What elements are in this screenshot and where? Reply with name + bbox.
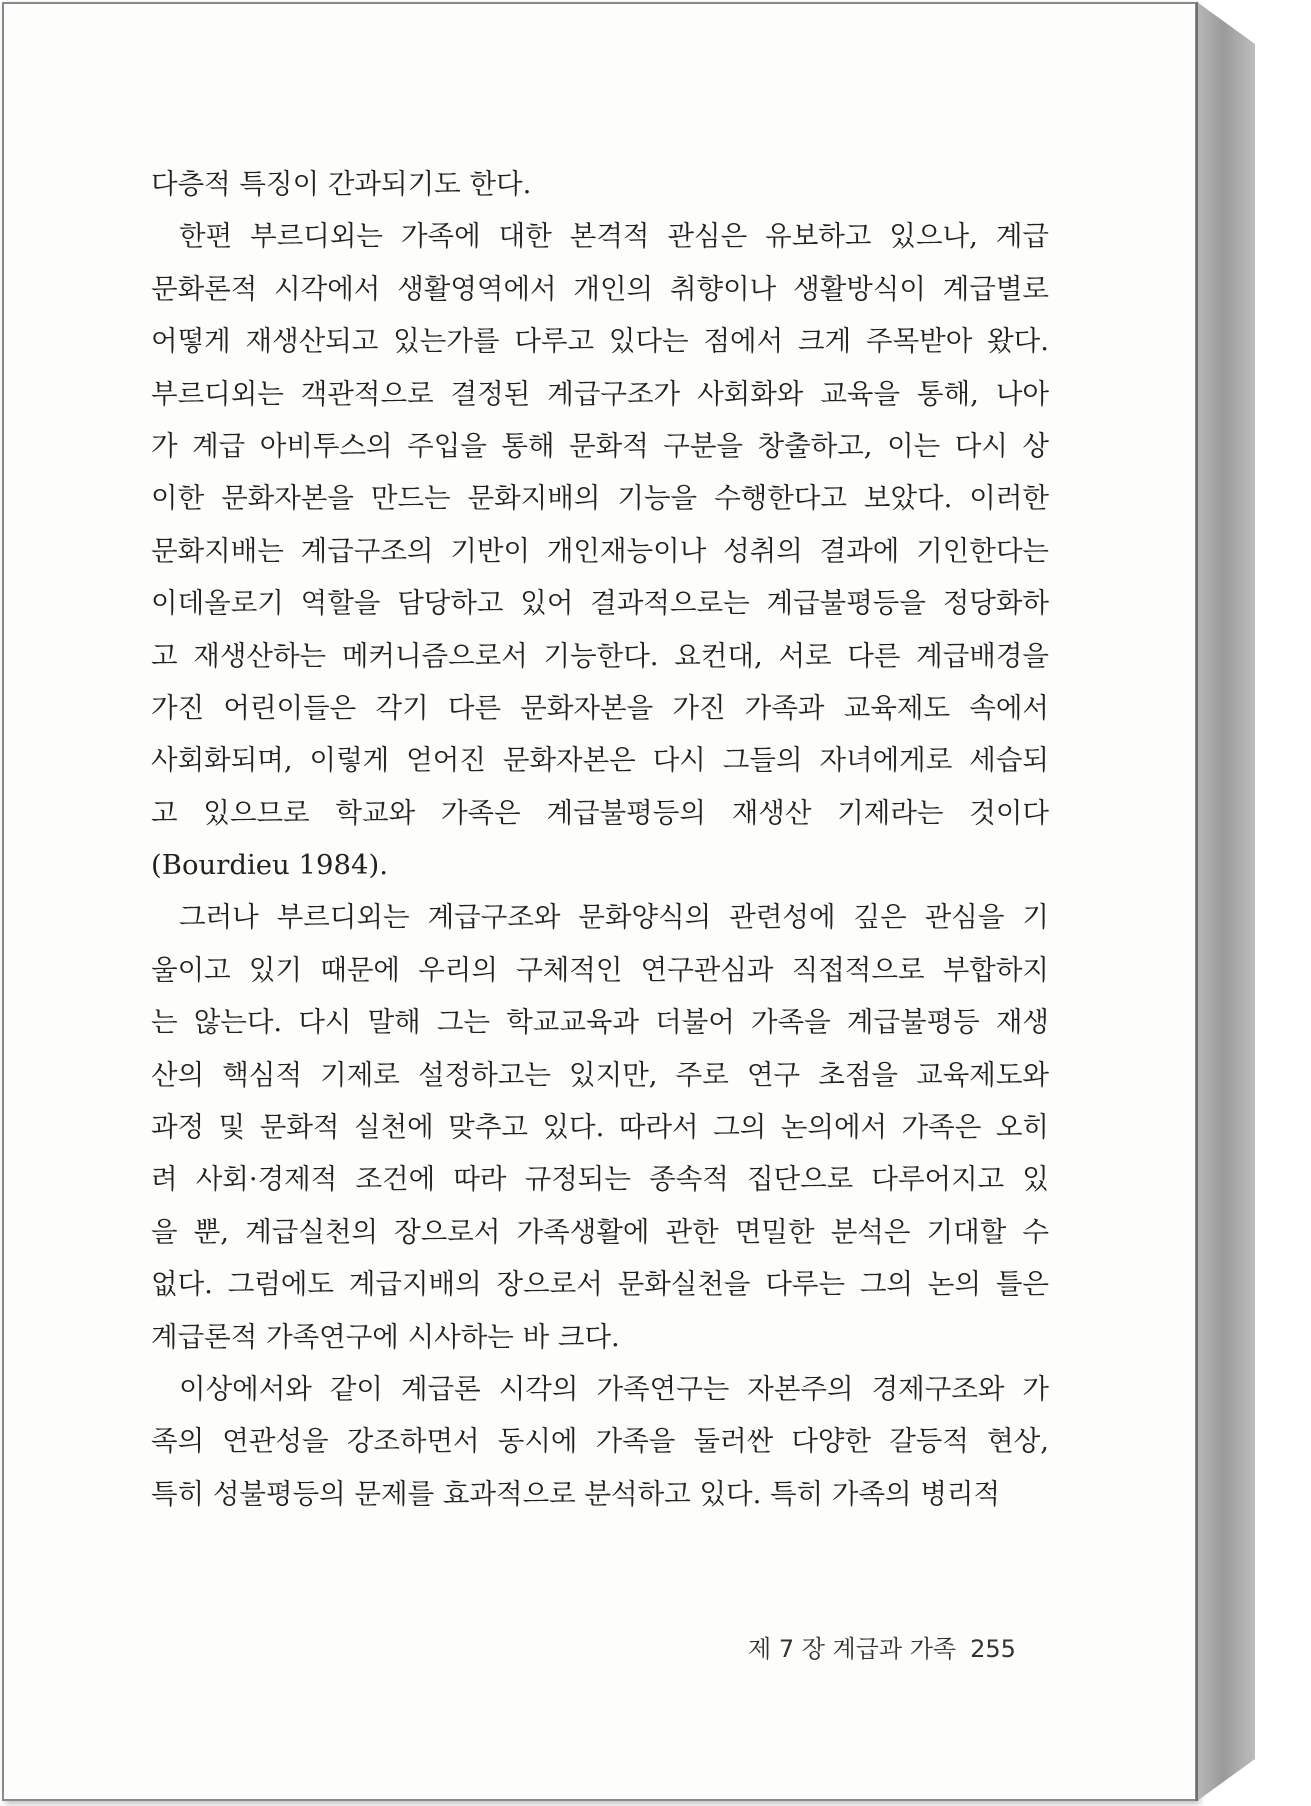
text-line-content: 특히 성불평등의 문제를 효과적으로 분석하고 있다. 특히 가족의 병리적 — [151, 1477, 1001, 1510]
body-text — [151, 158, 1049, 1520]
text-line-content: 고 재생산하는 메커니즘으로서 기능한다. 요컨대, 서로 다른 계급배경을 — [151, 639, 1049, 672]
text-line-content: 이데올로기 역할을 담당하고 있어 결과적으로는 계급불평등을 정당화하 — [151, 587, 1049, 620]
page-stack-edge — [1197, 2, 1255, 1801]
text-line — [151, 682, 1049, 734]
text-line — [151, 315, 1049, 367]
text-line-content: 이한 문화자본을 만드는 문화지배의 기능을 수행한다고 보았다. 이러한 — [151, 482, 1049, 515]
text-line — [151, 734, 1049, 786]
text-line — [151, 944, 1049, 996]
text-line-content: (Bourdieu 1984). — [151, 849, 388, 882]
text-line — [151, 891, 1049, 943]
text-line-content: 부르디외는 객관적으로 결정된 계급구조가 사회화와 교육을 통해, 나아 — [151, 377, 1049, 410]
text-line — [151, 1153, 1049, 1205]
text-line-content: 사회화되며, 이렇게 얻어진 문화자본은 다시 그들의 자녀에게로 세습되 — [151, 744, 1049, 777]
text-line — [151, 420, 1049, 472]
text-line — [151, 1468, 1049, 1520]
text-line — [151, 368, 1049, 420]
text-line-content: 가 계급 아비투스의 주입을 통해 문화적 구분을 창출하고, 이는 다시 상 — [151, 429, 1049, 462]
text-line-content: 을 뿐, 계급실천의 장으로서 가족생활에 관한 면밀한 분석은 기대할 수 — [151, 1215, 1049, 1248]
text-line — [151, 1363, 1049, 1415]
text-line — [151, 1415, 1049, 1467]
paragraph — [151, 891, 1049, 1363]
page-stack-border — [1196, 2, 1198, 1801]
text-line-content: 려 사회·경제적 조건에 따라 규정되는 종속적 집단으로 다루어지고 있 — [151, 1163, 1049, 1196]
text-line-content: 문화지배는 계급구조의 기반이 개인재능이나 성취의 결과에 기인한다는 — [151, 534, 1049, 567]
paragraph — [151, 158, 1049, 210]
text-line-content: 어떻게 재생산되고 있는가를 다루고 있다는 점에서 크게 주목받아 왔다. — [151, 325, 1049, 358]
text-line — [151, 1101, 1049, 1153]
text-line-content: 과정 및 문화적 실천에 맞추고 있다. 따라서 그의 논의에서 가족은 오히 — [151, 1111, 1049, 1144]
text-line-content: 가진 어린이들은 각기 다른 문화자본을 가진 가족과 교육제도 속에서 — [151, 691, 1049, 724]
paragraph — [151, 210, 1049, 891]
text-line — [151, 839, 1049, 891]
text-line-content: 한편 부르디외는 가족에 대한 본격적 관심은 유보하고 있으나, 계급 — [179, 220, 1049, 253]
text-line — [151, 158, 1049, 210]
text-line-content: 족의 연관성을 강조하면서 동시에 가족을 둘러싼 다양한 갈등적 현상, — [151, 1425, 1049, 1458]
text-line-content: 이상에서와 같이 계급론 시각의 가족연구는 자본주의 경제구조와 가 — [179, 1372, 1049, 1405]
text-line — [151, 630, 1049, 682]
page-number: 255 — [970, 1635, 1016, 1663]
text-line — [151, 263, 1049, 315]
chapter-title: 제 7 장 계급과 가족 — [748, 1635, 957, 1663]
text-line-content: 없다. 그럼에도 계급지배의 장으로서 문화실천을 다루는 그의 논의 틀은 — [151, 1268, 1049, 1301]
text-line-content: 다층적 특징이 간과되기도 한다. — [151, 168, 532, 200]
text-line — [151, 210, 1049, 262]
text-line — [151, 472, 1049, 524]
text-line-content: 고 있으므로 학교와 가족은 계급불평등의 재생산 기제라는 것이다 — [151, 796, 1049, 829]
text-line — [151, 1311, 1049, 1363]
text-line-content: 문화론적 시각에서 생활영역에서 개인의 취향이나 생활방식이 계급별로 — [151, 272, 1049, 305]
text-line-content: 산의 핵심적 기제로 설정하고는 있지만, 주로 연구 초점을 교육제도와 — [151, 1058, 1049, 1091]
text-line — [151, 1206, 1049, 1258]
text-line — [151, 787, 1049, 839]
text-line-content: 계급론적 가족연구에 시사하는 바 크다. — [151, 1320, 620, 1353]
text-line-content: 그러나 부르디외는 계급구조와 문화양식의 관련성에 깊은 관심을 기 — [179, 901, 1049, 934]
text-line — [151, 577, 1049, 629]
text-line — [151, 525, 1049, 577]
text-line — [151, 1258, 1049, 1310]
text-line-content: 는 않는다. 다시 말해 그는 학교교육과 더불어 가족을 계급불평등 재생 — [151, 1006, 1049, 1039]
running-footer — [748, 1629, 1016, 1664]
text-line — [151, 1049, 1049, 1101]
text-line-content: 울이고 있기 때문에 우리의 구체적인 연구관심과 직접적으로 부합하지 — [151, 953, 1049, 986]
text-line — [151, 996, 1049, 1048]
paragraph — [151, 1363, 1049, 1520]
